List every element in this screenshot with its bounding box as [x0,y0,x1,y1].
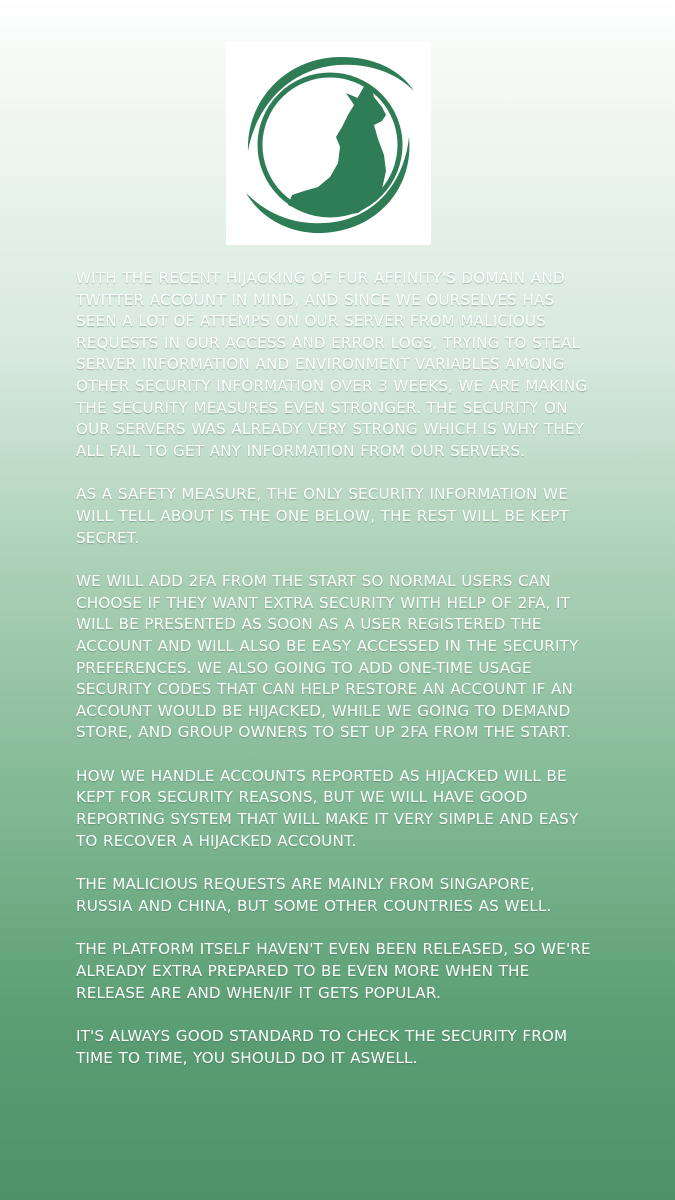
howling-wolf-logo-icon [226,41,431,245]
paragraph-2fa: WE WILL ADD 2FA FROM THE START SO NORMAL USERS CAN CHOOSE IF THEY WANT EXTRA SECURITY WITH HELP OF 2FA, IT WILL BE PRESENTED AS SOON AS A USER REGISTERED THE ACCOUNT AND WILL ALSO BE EASY ACCESSED IN THE SECURITY PREFERENCES. WE ALSO GOING TO ADD ONE-TIME USAGE SECURITY CODES THAT CAN HELP RESTORE AN ACCOUNT IF AN ACCOUNT WOULD BE HIJACKED, WHILE WE GOING TO DEMAND STORE, AND GROUP OWNERS TO SET UP 2FA FROM THE START. [76,572,579,742]
logo-container [226,41,431,245]
logo-wolf-silhouette [288,83,386,217]
paragraph-hijacked-accounts: HOW WE HANDLE ACCOUNTS REPORTED AS HIJACKED WILL BE KEPT FOR SECURITY REASONS, BUT WE WILL HAVE GOOD REPORTING SYSTEM THAT WILL MAKE IT VERY SIMPLE AND EASY TO RECOVER A HIJACKED ACCOUNT. [76,766,579,850]
paragraph-platform-release: THE PLATFORM ITSELF HAVEN'T EVEN BEEN RELEASED, SO WE'RE ALREADY EXTRA PREPARED TO BE EVEN MORE WHEN THE RELEASE ARE AND WHEN/IF IT GETS POPULAR. [76,940,591,1002]
paragraph-security-intro: WITH THE RECENT HIJACKING OF FUR AFFINITY'S DOMAIN AND TWITTER ACCOUNT IN MIND, AND SINCE WE OURSELVES HAS SEEN A LOT OF ATTEMPS ON OUR SERVER FROM MALICIOUS REQUESTS IN OUR ACCESS AND ERROR LOGS, TRYING TO STEAL SERVER INFORMATION AND ENVIRONMENT VARIABLES AMONG OTHER SECURITY INFORMATION OVER 3 WEEKS, WE ARE MAKING THE SECURITY MEASURES EVEN STRONGER. THE SECURITY ON OUR SERVERS WAS ALREADY VERY STRONG WHICH IS WHY THEY ALL FAIL TO GET ANY INFORMATION FROM OUR SERVERS. [76,269,588,460]
paragraph-safety-measure: AS A SAFETY MEASURE, THE ONLY SECURITY INFORMATION WE WILL TELL ABOUT IS THE ONE BELOW, THE REST WILL BE KEPT SECRET. [76,485,569,547]
paragraph-check-security: IT'S ALWAYS GOOD STANDARD TO CHECK THE SECURITY FROM TIME TO TIME, YOU SHOULD DO IT ASWELL. [76,1027,568,1067]
paragraph-malicious-origins: THE MALICIOUS REQUESTS ARE MAINLY FROM SINGAPORE, RUSSIA AND CHINA, BUT SOME OTHER COUNTRIES AS WELL. [76,875,552,915]
announcement-body [76,268,596,1091]
